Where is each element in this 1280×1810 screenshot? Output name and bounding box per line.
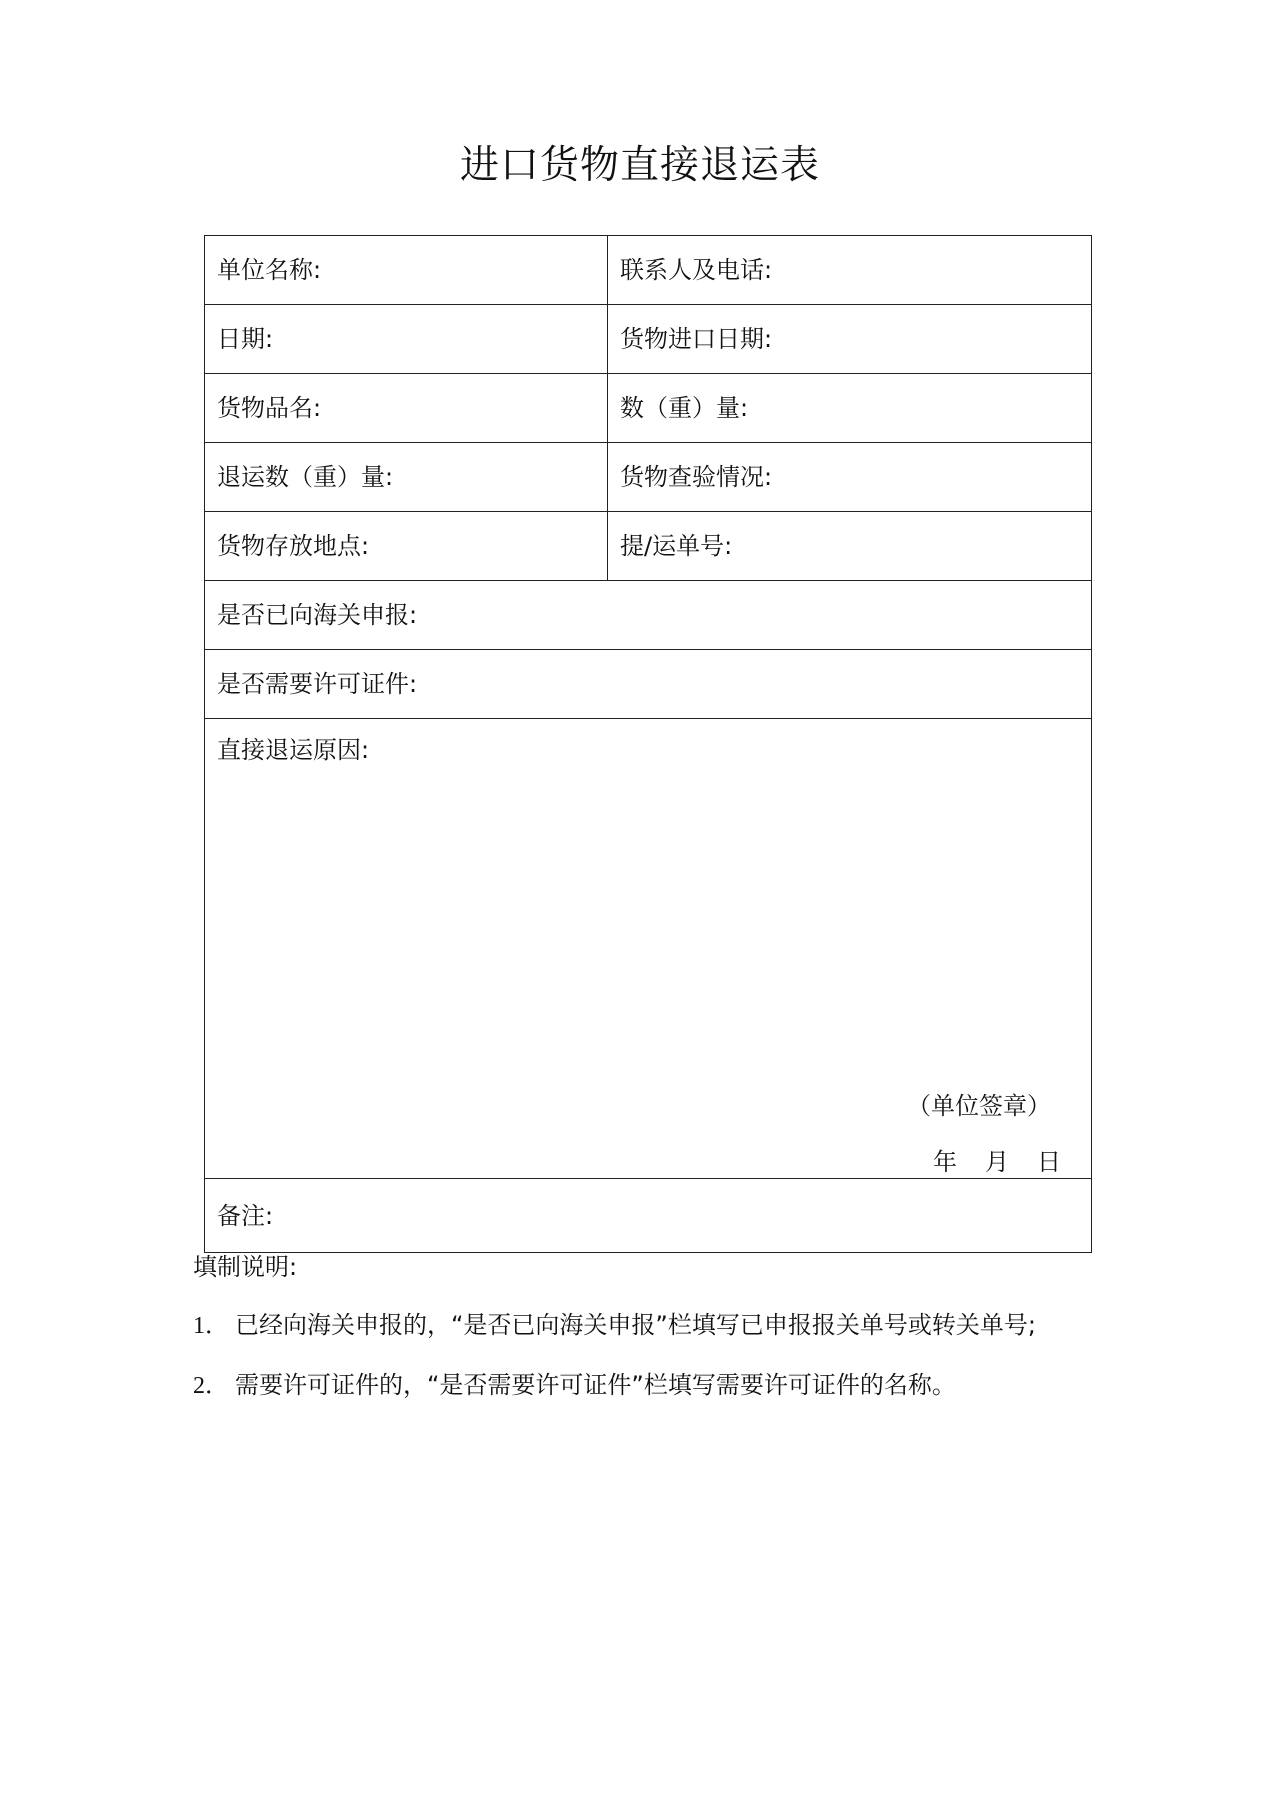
import-date-field[interactable]: 货物进口日期: (608, 305, 1092, 374)
date-day-label: 日 (1037, 1148, 1061, 1176)
return-form-table (204, 235, 1092, 1253)
unit-seal-label: （单位签章） (907, 1092, 1051, 1120)
date-field[interactable]: 日期: (205, 305, 608, 374)
return-quantity-field[interactable]: 退运数（重）量: (205, 443, 608, 512)
table-row (205, 581, 1092, 650)
contact-phone-field[interactable]: 联系人及电话: (608, 236, 1092, 305)
table-row (205, 443, 1092, 512)
license-required-field[interactable]: 是否需要许可证件: (205, 650, 1092, 719)
table-row (205, 305, 1092, 374)
customs-declared-field[interactable]: 是否已向海关申报: (205, 581, 1092, 650)
table-row (205, 374, 1092, 443)
page-title: 进口货物直接退运表 (459, 143, 820, 188)
date-month-label: 月 (985, 1148, 1009, 1176)
notes-title: 填制说明: (193, 1253, 298, 1281)
table-row (205, 1179, 1092, 1253)
table-row (205, 650, 1092, 719)
signature-date (933, 1147, 1061, 1177)
note-item (193, 1310, 1036, 1341)
storage-location-field[interactable]: 货物存放地点: (205, 512, 608, 581)
note-text: 需要许可证件的，“是否需要许可证件”栏填写需要许可证件的名称。 (235, 1371, 956, 1399)
table-row (205, 512, 1092, 581)
return-reason-field[interactable] (205, 719, 1092, 1179)
table-row (205, 236, 1092, 305)
note-number: 2． (193, 1373, 229, 1399)
table-row (205, 719, 1092, 1179)
note-text: 已经向海关申报的，“是否已向海关申报”栏填写已申报报关单号或转关单号; (235, 1311, 1036, 1339)
return-reason-label: 直接退运原因: (217, 736, 370, 764)
quantity-weight-field[interactable]: 数（重）量: (608, 374, 1092, 443)
inspection-status-field[interactable]: 货物查验情况: (608, 443, 1092, 512)
unit-name-field[interactable]: 单位名称: (205, 236, 608, 305)
date-year-label: 年 (933, 1148, 957, 1176)
note-number: 1． (193, 1313, 229, 1339)
goods-name-field[interactable]: 货物品名: (205, 374, 608, 443)
bill-of-lading-field[interactable]: 提/运单号: (608, 512, 1092, 581)
remark-field[interactable]: 备注: (205, 1179, 1092, 1253)
note-item (193, 1370, 956, 1401)
